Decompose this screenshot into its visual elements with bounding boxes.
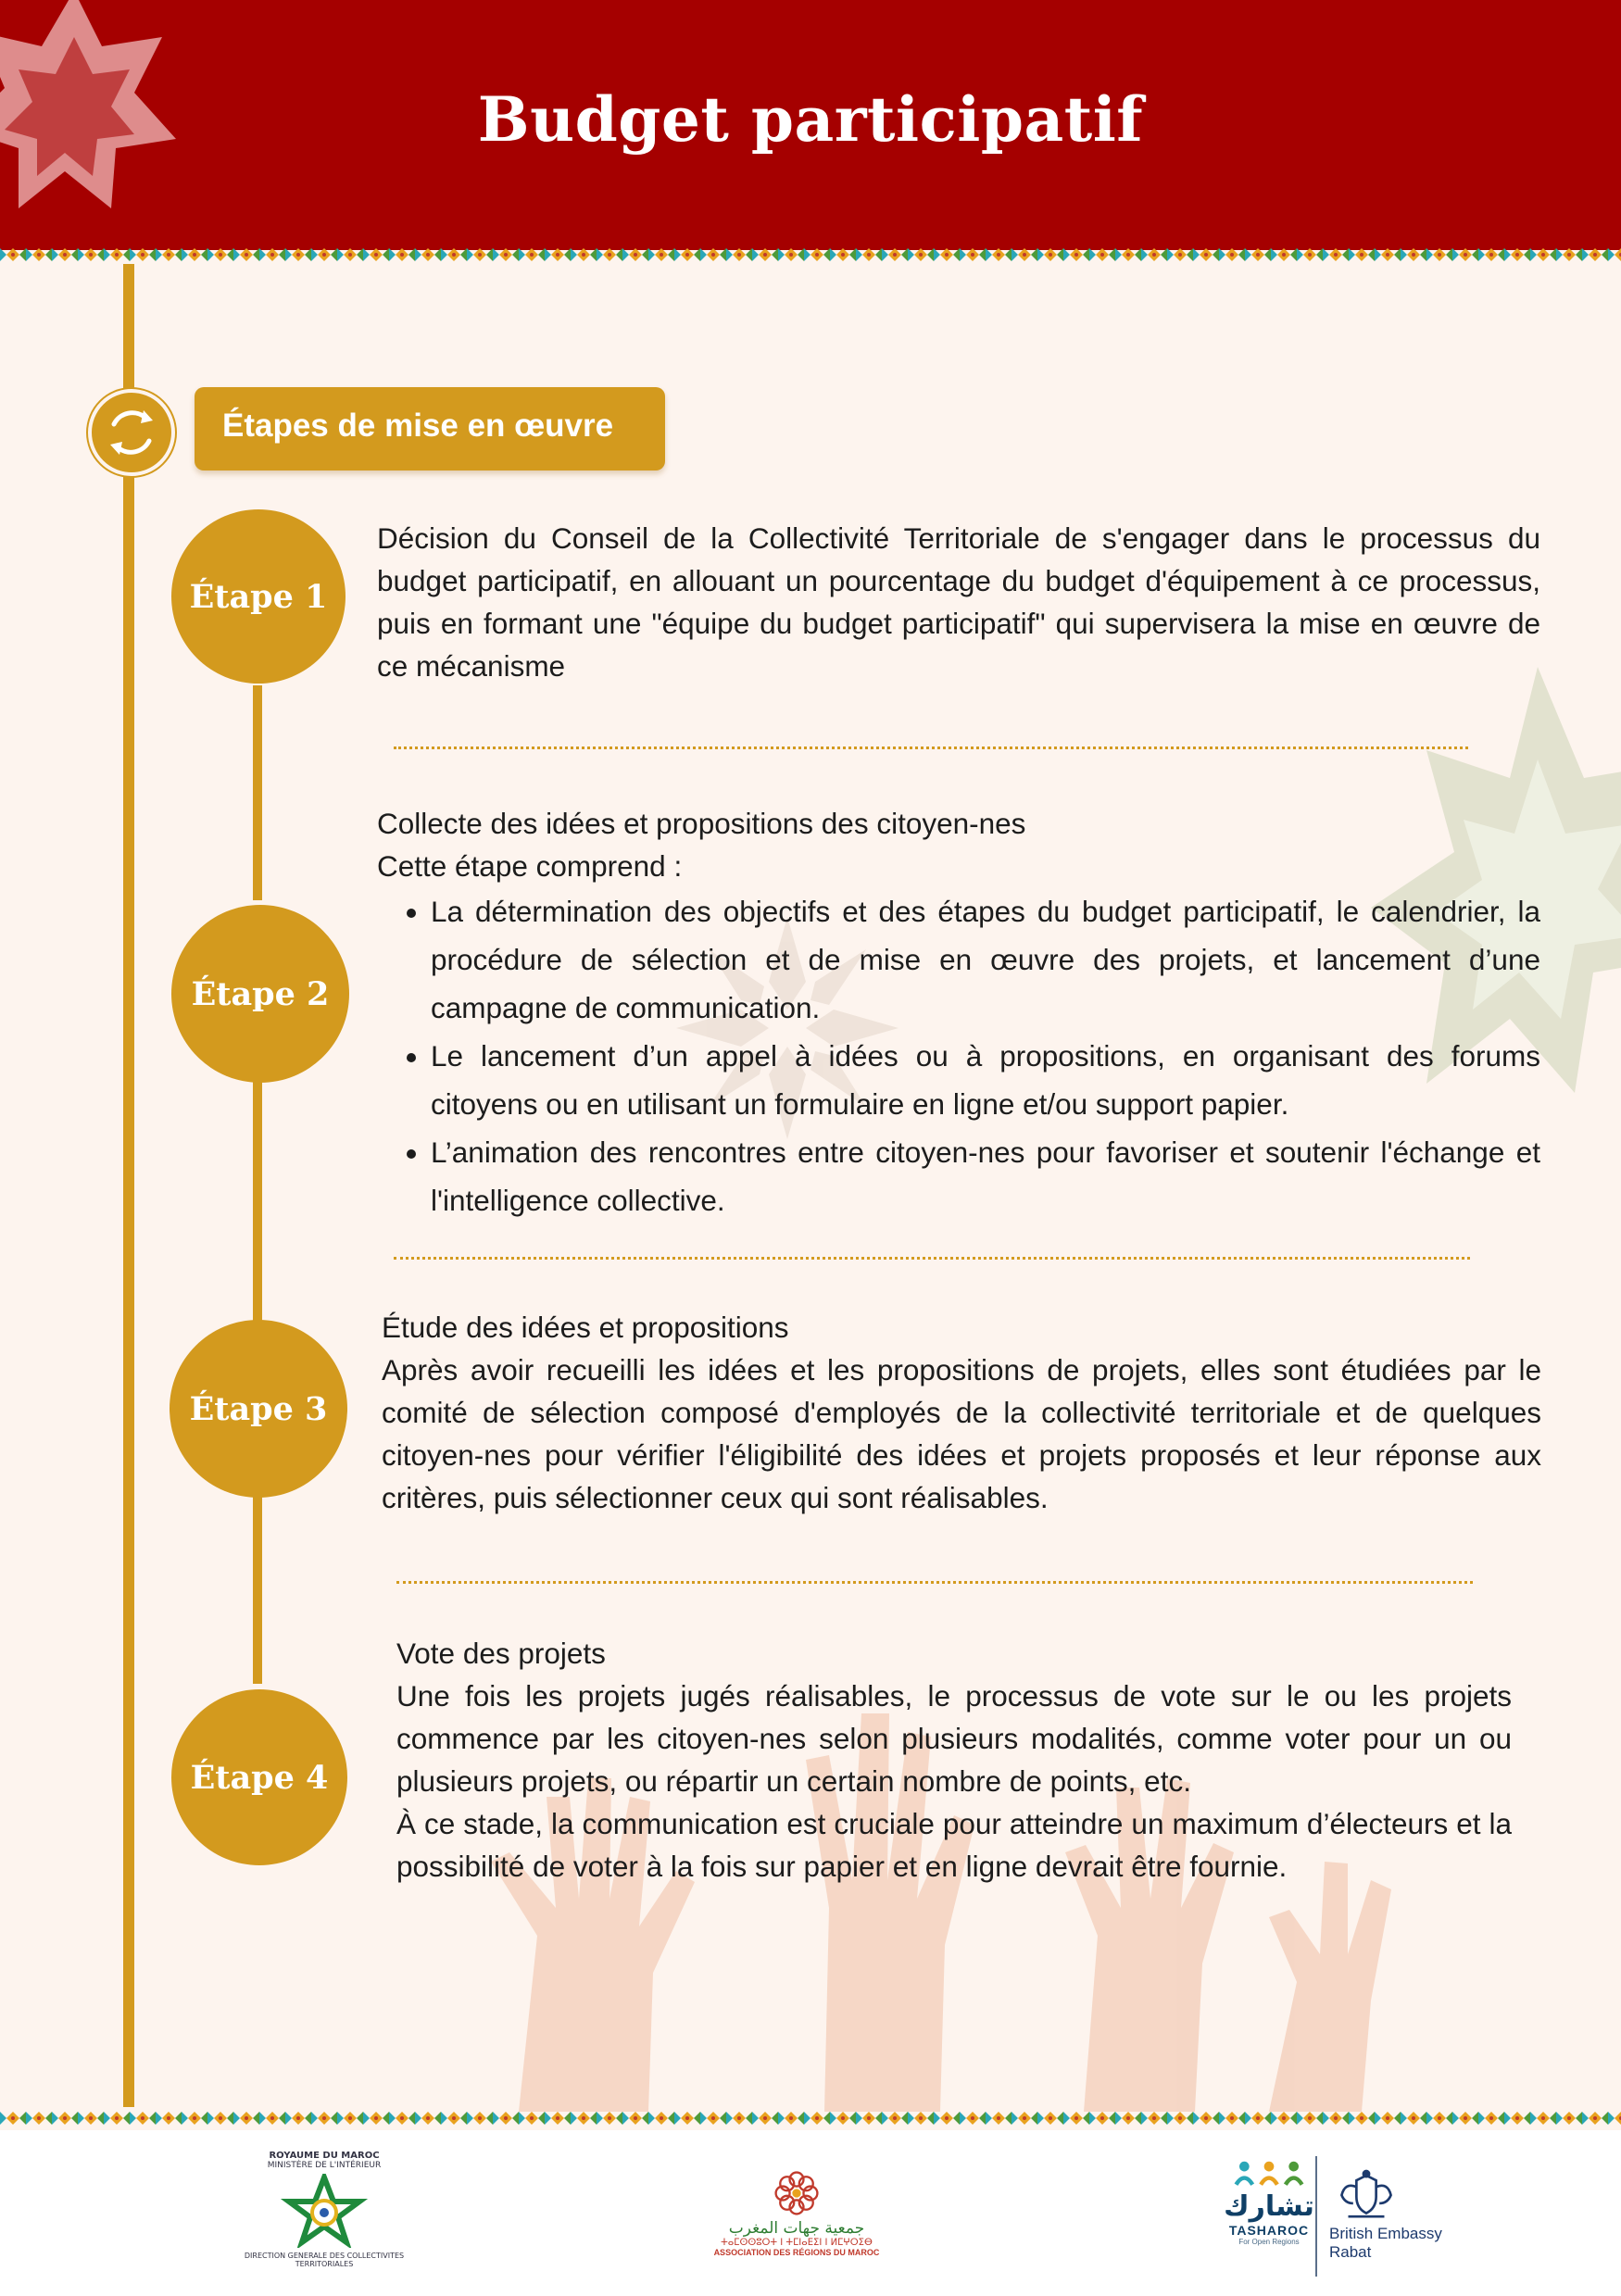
- step-4-paragraph: Une fois les projets jugés réalisables, le processus de vote sur le ou les projets commence par les citoyen-nes selon plusieurs modalités, comme voter pour un ou plusieurs projets, ou répartir un certain nombre de points, etc.: [396, 1679, 1512, 1798]
- section-banner: [195, 387, 665, 470]
- step-3-text: [382, 1306, 1541, 1519]
- step-1-paragraph: Décision du Conseil de la Collectivité Territoriale de s'engager dans le processus du budget participatif, en allouant un pourcentage du budget d'équipement à ce processus, puis en formant une "équipe du budget participatif" qui supervisera la mise en œuvre de ce mécanisme: [377, 521, 1540, 683]
- step-2-badge: Étape 2: [171, 905, 349, 1083]
- timeline-connector: [253, 1079, 262, 1322]
- british-embassy-logo: British Embassy Rabat: [1329, 2167, 1468, 2278]
- bottom-decorative-border: [0, 2112, 1621, 2125]
- step-2-heading: Collecte des idées et propositions des citoyen-nes: [377, 807, 1026, 840]
- header-band: [0, 0, 1621, 250]
- section-title: Étapes de mise en œuvre: [222, 408, 614, 444]
- step-1-text: [377, 517, 1540, 687]
- step-3-heading: Étude des idées et propositions: [382, 1311, 789, 1344]
- footer: [0, 2130, 1621, 2296]
- step-2-bullet-list: [377, 887, 1540, 1224]
- step-divider: [394, 1257, 1470, 1260]
- step-2-intro: Cette étape comprend :: [377, 849, 683, 883]
- tasharoc-people-icon: [1232, 2158, 1306, 2191]
- ministry-emblem-icon: [278, 2174, 371, 2248]
- step-4-text: [396, 1632, 1512, 1888]
- list-item: • L’animation des rencontres entre citoyen-nes pour favoriser et soutenir l'échange et l'intelligence collective.: [431, 1128, 1540, 1224]
- timeline-connector: [253, 685, 262, 900]
- top-decorative-border: [0, 248, 1621, 261]
- step-3-paragraph: Après avoir recueilli les idées et les propositions de projets, elles sont étudiées par le comité de sélection composé d'employés de la collectivité territoriale et de quelques citoyen-nes pour vérifier l'éligibilité des idées et projets proposés et leur réponse aux critères, puis sélectionner ceux qui sont réalisables.: [382, 1353, 1541, 1514]
- step-3-badge: Étape 3: [170, 1320, 347, 1498]
- timeline-line: [123, 264, 134, 2107]
- refresh-cycle-icon: [88, 389, 175, 476]
- royal-coat-of-arms-icon: [1333, 2167, 1400, 2225]
- step-4-badge: Étape 4: [171, 1689, 347, 1865]
- step-4-paragraph: À ce stade, la communication est cruciale pour atteindre un maximum d’électeurs et la possibilité de voter à la fois sur papier et en ligne devrait être fournie.: [396, 1807, 1512, 1883]
- ministry-logo: ROYAUME DU MAROC MINISTÈRE DE L'INTÉRIEUR DIRECTION GENERALE DES COLLECTIVITES TERRITORIALES: [244, 2151, 405, 2268]
- list-item: • Le lancement d’un appel à idées ou à propositions, en organisant des forums citoyens ou en utilisant un formulaire en ligne et/ou support papier.: [431, 1032, 1540, 1128]
- step-divider: [394, 747, 1468, 749]
- list-item: • La détermination des objectifs et des étapes du budget participatif, le calendrier, la procédure de sélection et de mise en œuvre des projets, et lancement d’une campagne de communication.: [431, 887, 1540, 1032]
- arm-flower-icon: [771, 2167, 823, 2219]
- step-4-heading: Vote des projets: [396, 1637, 606, 1670]
- step-divider: [396, 1581, 1473, 1584]
- tasharoc-logo: تشارك TASHAROC For Open Regions: [1218, 2158, 1320, 2288]
- arm-logo: جمعية جهات المغرب ⵜⴰⵎⵙⵙⵓⵔⵜ ⵏ ⵜⵎⵏⴰⴹⵉⵏ ⵏ ⵍⵎⵖⵔⵉⴱ ASSOCIATION DES RÉGIONS DU MAROC: [704, 2167, 889, 2278]
- logo-divider: [1315, 2156, 1317, 2277]
- step-2-text: [377, 802, 1540, 1224]
- step-1-badge: Étape 1: [171, 509, 346, 684]
- timeline-connector: [253, 1494, 262, 1684]
- page-title: Budget participatif: [477, 83, 1144, 156]
